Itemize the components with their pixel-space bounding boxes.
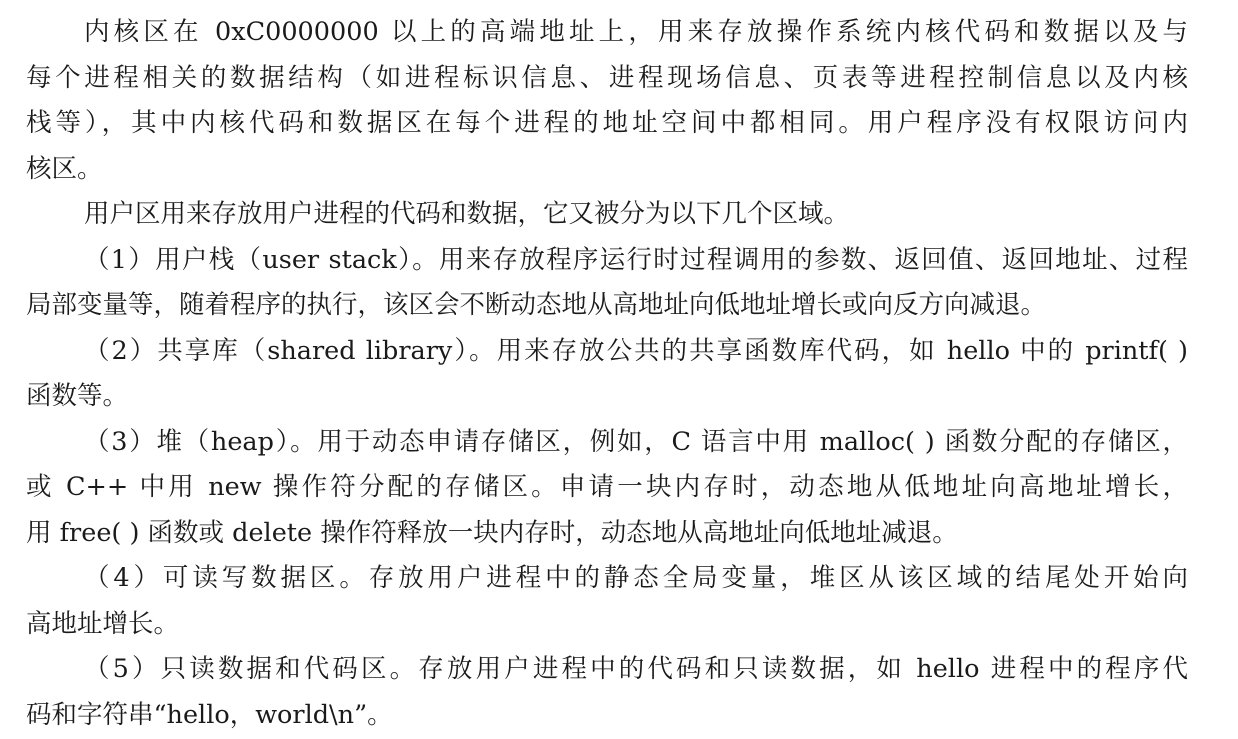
paragraph-line: 核区。 — [26, 153, 103, 184]
paragraph-line: 栈等），其中内核代码和数据区在每个进程的地址空间中都相同。用户程序没有权限访问内 — [26, 108, 1188, 138]
paragraph-line: 内核区在 0xC0000000 以上的高端地址上，用来存放操作系统内核代码和数据以及与 — [84, 17, 1188, 47]
paragraph-line: 码和字符串“hello，world\n”。 — [26, 699, 393, 730]
paragraph-line: 函数等。 — [26, 381, 129, 411]
paragraph-line: （2）共享库（shared library）。用来存放公共的共享函数库代码，如 hello 中的 printf( ) — [84, 335, 1188, 366]
paragraph-line: 用 free( ) 函数或 delete 操作符释放一块内存时，动态地从高地址向低地址减退。 — [26, 517, 958, 548]
paragraph-line: 局部变量等，随着程序的执行，该区会不断动态地从高地址向低地址增长或向反方向减退。 — [26, 290, 1047, 320]
paragraph-line: （5）只读数据和代码区。存放用户进程中的代码和只读数据，如 hello 进程中的程序代 — [84, 654, 1188, 684]
paragraph-line: （3）堆（heap）。用于动态申请存储区，例如，C 语言中用 malloc( ) 函数分配的存储区， — [84, 426, 1188, 457]
paragraph-line: 高地址增长。 — [26, 608, 180, 639]
paragraph-line: 每个进程相关的数据结构（如进程标识信息、进程现场信息、页表等进程控制信息以及内核 — [26, 62, 1188, 93]
paragraph-line: 或 C++ 中用 new 操作符分配的存储区。申请一块内存时，动态地从低地址向高地址增长， — [26, 472, 1188, 502]
paragraph-line: 用户区用来存放用户进程的代码和数据，它又被分为以下几个区域。 — [84, 199, 850, 229]
paragraph-line: （1）用户栈（user stack）。用来存放程序运行时过程调用的参数、返回值、返回地址、过程 — [84, 244, 1188, 275]
paragraph-line: （4）可读写数据区。存放用户进程中的静态全局变量，堆区从该区域的结尾处开始向 — [84, 563, 1188, 593]
